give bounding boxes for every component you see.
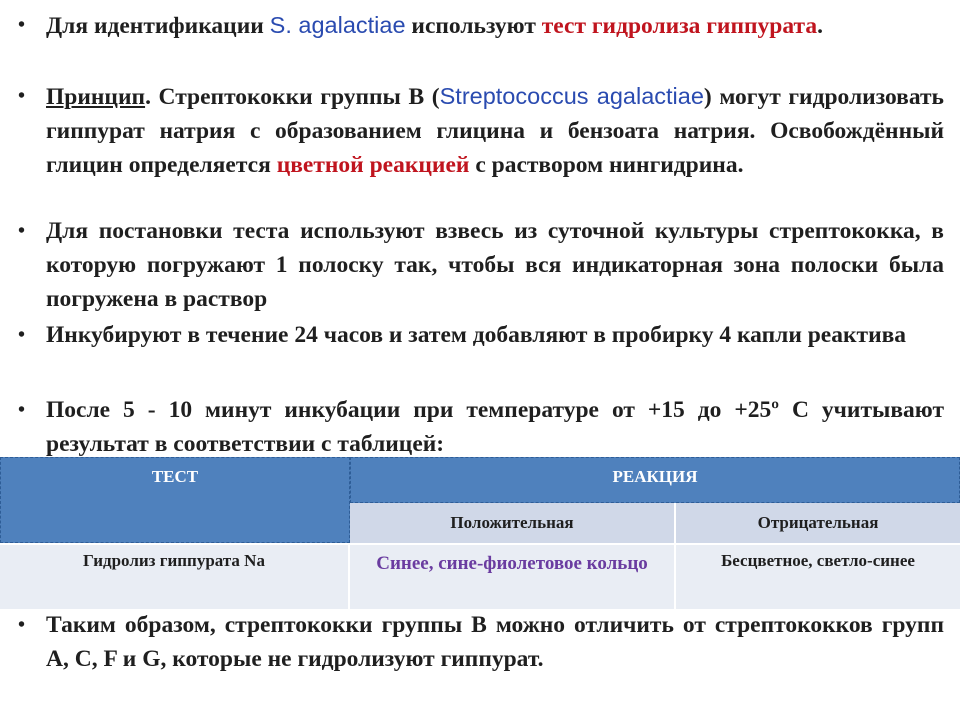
table-header-reaction-label: РЕАКЦИЯ — [612, 467, 698, 486]
table-row-negative-value: Бесцветное, светло-синее — [721, 551, 915, 570]
bullet-dot: • — [18, 399, 26, 421]
table-header-reaction — [350, 457, 960, 503]
bullet-principle — [18, 79, 944, 182]
bullet-run: ) могут гидролизовать гиппурат натрия с образованием глицина и бензоата натрия. Освобождённый глицин определяется — [46, 84, 944, 178]
bullet-run: цветной реакцией — [276, 152, 470, 178]
table-row-negative — [676, 543, 960, 609]
bullet-dot: • — [18, 85, 26, 107]
bullet-identification — [18, 8, 944, 43]
bullet-run: Таким образом, стрептококки группы В можно отличить от стрептококков групп А, С, F и G, которые не гидролизуют гиппурат. — [46, 612, 944, 672]
table-subheader-positive-label: Положительная — [450, 513, 574, 532]
table-row-positive — [350, 543, 676, 609]
bullet-text — [46, 318, 944, 352]
reaction-table — [0, 457, 960, 609]
table-header-test — [0, 457, 350, 543]
table-header-test-label: ТЕСТ — [151, 467, 199, 486]
bullet-text — [46, 393, 944, 461]
table-subheader-positive — [350, 503, 676, 543]
bullet-text — [46, 214, 944, 316]
bullet-run: Инкубируют в течение 24 часов и затем добавляют в пробирку 4 капли реактива — [46, 322, 907, 348]
bullet-run: S. agalactiae — [269, 12, 406, 38]
bullet-run: с раствором нингидрина. — [469, 152, 744, 178]
bullet-conclusion — [18, 608, 944, 676]
bullet-setup — [18, 214, 944, 316]
bullet-run: Для постановки теста используют взвесь из суточной культуры стрептококка, в которую погружают 1 полоску так, чтобы вся индикаторная зона полоски была погружена в раствор — [46, 218, 944, 312]
bullet-run: тест гидролиза гиппурата — [541, 13, 818, 39]
bullet-dot: • — [18, 614, 26, 636]
bullet-run: Принцип — [46, 84, 146, 110]
bullet-dot: • — [18, 324, 26, 346]
bullet-text — [46, 8, 944, 43]
bullet-run: . Стрептококки группы В ( — [145, 84, 440, 110]
bullet-run: используют — [405, 13, 542, 39]
bullet-run: Streptococcus agalactiae — [439, 83, 704, 109]
table-row-test-label: Гидролиз гиппурата Na — [83, 551, 265, 570]
bullet-text — [46, 79, 944, 182]
table-subheader-negative — [676, 503, 960, 543]
table-row-test — [0, 543, 350, 609]
bullet-run: . — [817, 13, 823, 39]
bullet-dot: • — [18, 220, 26, 242]
table-subheader-negative-label: Отрицательная — [757, 513, 879, 532]
bullet-text — [46, 608, 944, 676]
bullet-incubation — [18, 318, 944, 352]
bullet-run: Для идентификации — [46, 13, 270, 39]
table-row-positive-value: Синее, сине-фиолетовое кольцо — [376, 553, 648, 574]
bullet-run: После 5 - 10 минут инкубации при температуре от +15 до +25º С учитывают результат в соответствии с таблицей: — [46, 397, 944, 457]
bullet-result — [18, 393, 944, 461]
bullet-dot: • — [18, 14, 26, 36]
